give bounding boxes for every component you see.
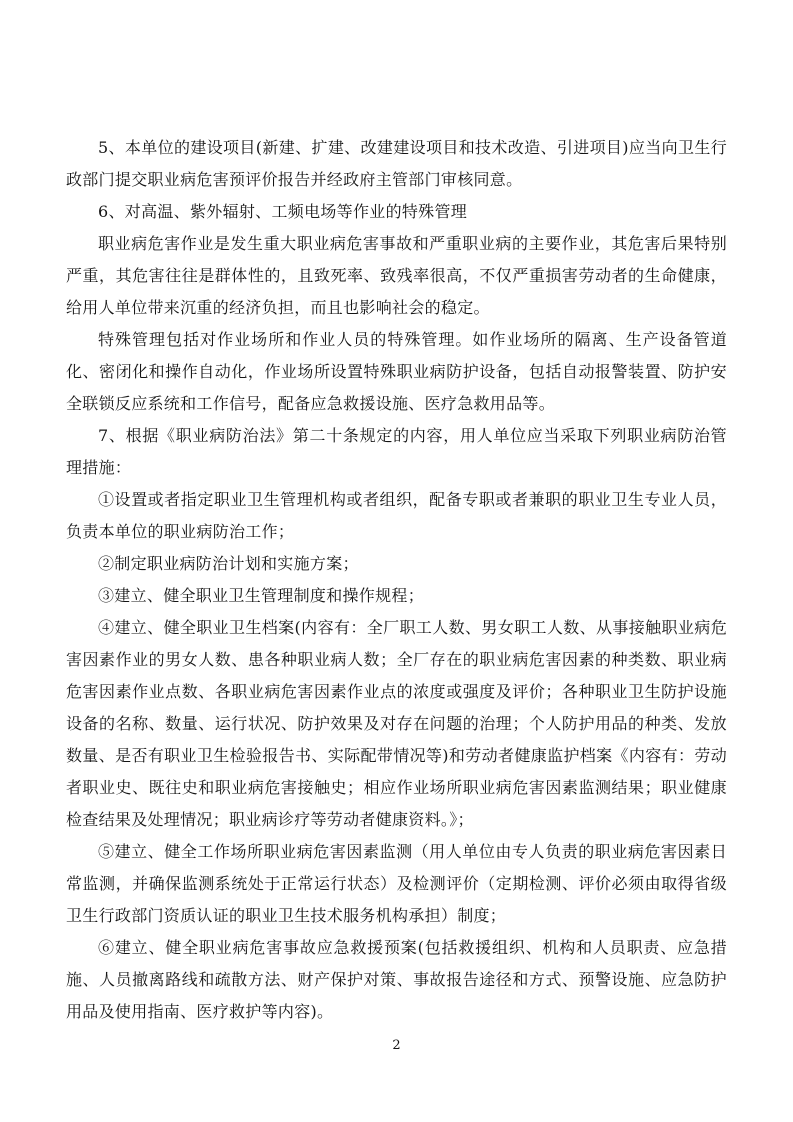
- paragraph-measure-4: ④建立、健全职业卫生档案(内容有：全厂职工人数、男女职工人数、从事接触职业病危害因素作业的男女人数、患各种职业病人数；全厂存在的职业病危害因素的种类数、职业病危害因素作业点数、各职业病危害因素作业点的浓度或强度及评价；各种职业卫生防护设施设备的名称、数量、运行状况、防护效果及对存在问题的治理；个人防护用品的种类、发放数量、是否有职业卫生检验报告书、实际配带情况等)和劳动者健康监护档案《内容有：劳动者职业史、既往史和职业病危害接触史；相应作业场所职业病危害因素监测结果；职业健康检查结果及处理情况；职业病诊疗等劳动者健康资料。》；: [66, 618, 727, 829]
- paragraph-measure-5: ⑤建立、健全工作场所职业病危害因素监测（用人单位由专人负责的职业病危害因素日常监测，并确保监测系统处于正常运行状态）及检测评价（定期检测、评价必须由取得省级卫生行政部门资质认证的职业卫生技术服务机构承担）制度；: [66, 842, 727, 925]
- paragraph-heading-6: 6、对高温、紫外辐射、工频电场等作业的特殊管理: [98, 202, 468, 221]
- paragraph-measure-1: ①设置或者指定职业卫生管理机构或者组织，配备专职或者兼职的职业卫生专业人员，负责本单位的职业病防治工作；: [66, 490, 727, 541]
- page-number: 2: [392, 1038, 401, 1053]
- paragraph-special-management: 特殊管理包括对作业场所和作业人员的特殊管理。如作业场所的隔离、生产设备管道化、密闭化和操作自动化，作业场所设置特殊职业病防护设备，包括自动报警装置、防护安全联锁反应系统和工作信号，配备应急救援设施、医疗急救用品等。: [66, 330, 727, 413]
- paragraph-hazard-description: 职业病危害作业是发生重大职业病危害事故和严重职业病的主要作业，其危害后果特别严重，其危害往往是群体性的，且致死率、致残率很高，不仅严重损害劳动者的生命健康，给用人单位带来沉重的经济负担，而且也影响社会的稳定。: [66, 234, 727, 317]
- paragraph-item-5: 5、本单位的建设项目(新建、扩建、改建建设项目和技术改造、引进项目)应当向卫生行政部门提交职业病危害预评价报告并经政府主管部门审核同意。: [66, 138, 727, 189]
- paragraph-measure-6: ⑥建立、健全职业病危害事故应急救援预案(包括救援组织、机构和人员职责、应急措施、人员撤离路线和疏散方法、财产保护对策、事故报告途径和方式、预警设施、应急防护用品及使用指南、医疗救护等内容)。: [66, 938, 727, 1021]
- document-body: [66, 132, 727, 1028]
- paragraph-measure-3: ③建立、健全职业卫生管理制度和操作规程；: [98, 586, 425, 605]
- paragraph-item-7: 7、根据《职业病防治法》第二十条规定的内容，用人单位应当采取下列职业病防治管理措施：: [66, 426, 727, 477]
- paragraph-measure-2: ②制定职业病防治计划和实施方案；: [98, 554, 359, 573]
